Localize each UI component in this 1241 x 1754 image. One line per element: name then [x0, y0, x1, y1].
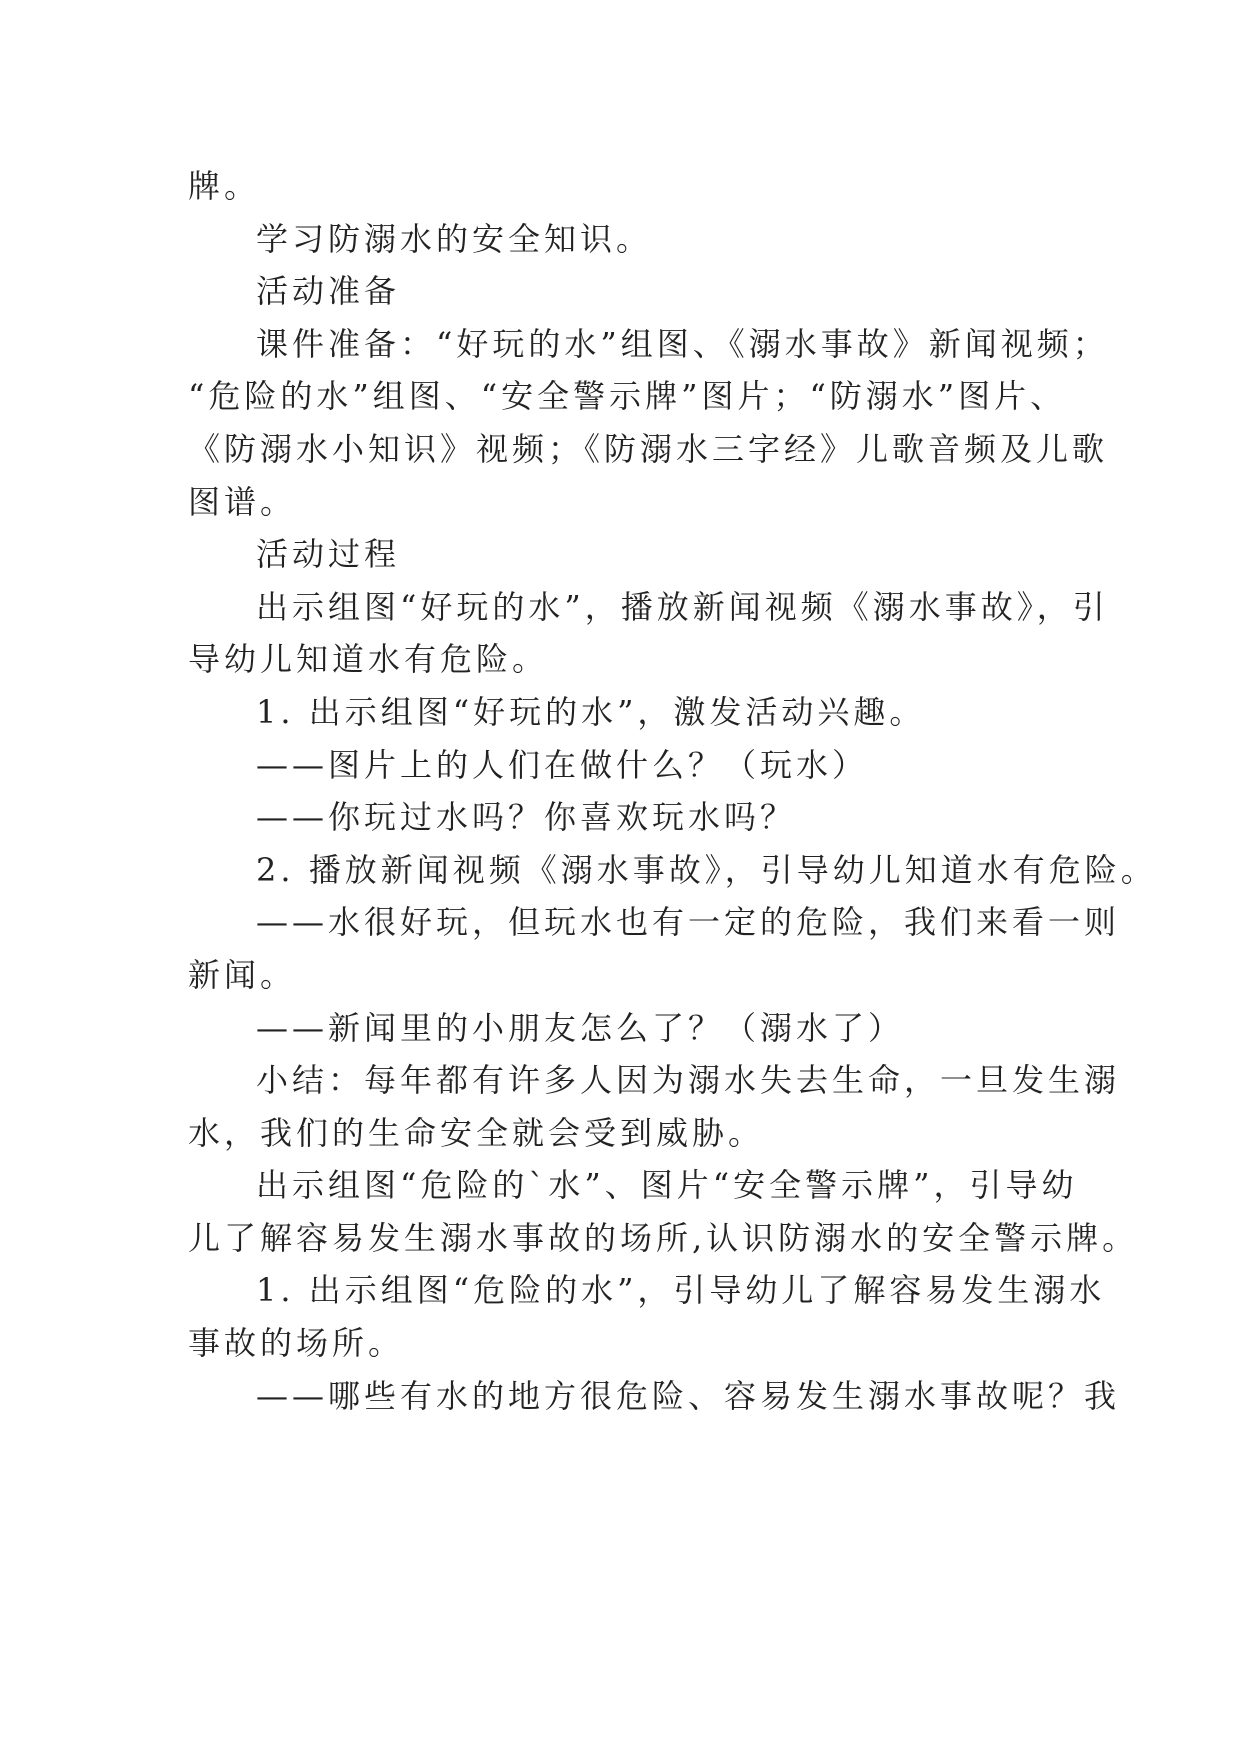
- document-body: [188, 160, 1157, 1422]
- text-line: 课件准备：“好玩的水”组图、《溺水事故》新闻视频；: [256, 324, 1109, 363]
- text-line: 出示组图“危险的`水”、图片“安全警示牌”，引导幼: [256, 1166, 1078, 1205]
- text-line: 儿了解容易发生溺水事故的场所,认识防溺水的安全警示牌。: [188, 1218, 1139, 1257]
- text-line: 2. 播放新闻视频《溺水事故》，引导幼儿知道水有危险。: [256, 850, 1157, 889]
- text-line: 出示组图“好玩的水”，播放新闻视频《溺水事故》，引: [256, 587, 1109, 626]
- text-line: 1. 出示组图“危险的水”，引导幼儿了解容易发生溺水: [256, 1271, 1106, 1310]
- text-line: 《防溺水小知识》视频；《防溺水三字经》儿歌音频及儿歌: [188, 429, 1109, 468]
- text-line: ——你玩过水吗？你喜欢玩水吗？: [256, 798, 797, 837]
- text-line: 牌。: [188, 167, 261, 205]
- text-line: 事故的场所。: [188, 1324, 405, 1363]
- text-line: “危险的水”组图、“安全警示牌”图片；“防溺水”图片、: [188, 377, 1067, 416]
- text-line: 水，我们的生命安全就会受到威胁。: [188, 1113, 765, 1152]
- text-line: 新闻。: [188, 955, 297, 994]
- text-line: 导幼儿知道水有危险。: [188, 640, 549, 679]
- text-line: ——水很好玩，但玩水也有一定的危险，我们来看一则: [256, 903, 1121, 942]
- text-line: 图谱。: [188, 482, 297, 521]
- text-line: 学习防溺水的安全知识。: [256, 219, 653, 258]
- text-line: ——图片上的人们在做什么？（玩水）: [256, 745, 869, 784]
- section-heading: 活动准备: [256, 272, 401, 311]
- text-line: ——哪些有水的地方很危险、容易发生溺水事故呢？我: [256, 1376, 1121, 1415]
- section-heading: 活动过程: [256, 535, 401, 574]
- text-line: 1. 出示组图“好玩的水”，激发活动兴趣。: [256, 692, 926, 731]
- text-line: 小结：每年都有许多人因为溺水失去生命，一旦发生溺: [256, 1061, 1121, 1100]
- text-line: ——新闻里的小朋友怎么了？（溺水了）: [256, 1008, 905, 1047]
